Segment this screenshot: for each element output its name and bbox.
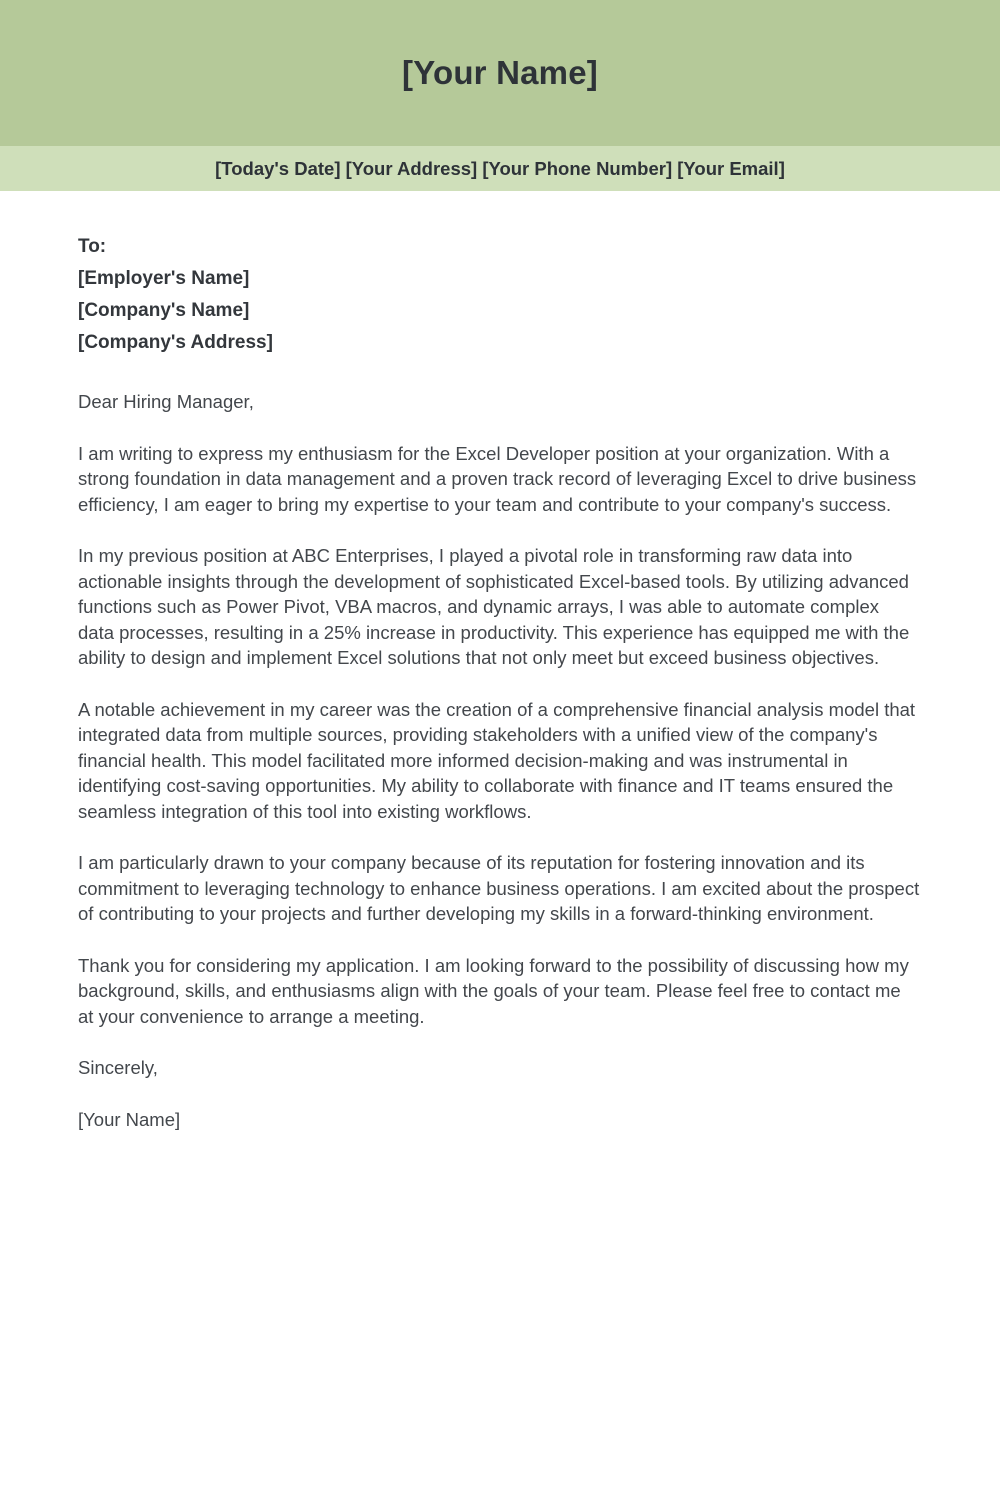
contact-band (0, 146, 1000, 191)
salutation: Dear Hiring Manager, (78, 391, 254, 412)
letter-paragraph-5: Thank you for considering my application. I am looking forward to the possibility of discussing how my background, skills, and enthusiasms align with the goals of your team. Please feel free to contact me at your convenience to arrange a meeting. (78, 954, 909, 1027)
closing: Sincerely, (78, 1057, 158, 1078)
letter-paragraph-3: A notable achievement in my career was the creation of a comprehensive financial analysis model that integrated data from multiple sources, providing stakeholders with a unified view of the company's financial health. This model facilitated more informed decision-making and was instrumental in identifying cost-saving opportunities. My ability to collaborate with finance and IT teams ensured the seamless integration of this tool into existing workflows. (78, 698, 916, 822)
letter-paragraph-1: I am writing to express my enthusiasm for the Excel Developer position at your organization. With a strong foundation in data management and a proven track record of leveraging Excel to drive business efficiency, I am eager to bring my expertise to your team and contribute to your company's success. (78, 442, 917, 515)
letter-body (0, 191, 1000, 1132)
employer-name-line: [Employer's Name] (78, 268, 250, 289)
recipient-block (78, 231, 920, 359)
applicant-name-title: [Your Name] (402, 54, 598, 91)
signature-name: [Your Name] (78, 1108, 181, 1130)
contact-info-line: [Today's Date] [Your Address] [Your Phone Number] [Your Email] (215, 157, 785, 179)
company-name-line: [Company's Name] (78, 300, 250, 321)
letter-paragraph-4: I am particularly drawn to your company because of its reputation for fostering innovation and its commitment to leveraging technology to enhance business operations. I am excited about the prospect of contributing to your projects and further developing my skills in a forward-thinking environment. (78, 852, 920, 924)
header-band (0, 0, 1000, 146)
to-label: To: (78, 236, 107, 257)
company-address-line: [Company's Address] (78, 332, 273, 353)
letter-paragraph-2: In my previous position at ABC Enterprises, I played a pivotal role in transforming raw data into actionable insights through the development of sophisticated Excel-based tools. By utilizing advanced functions such as Power Pivot, VBA macros, and dynamic arrays, I was able to automate complex data processes, resulting in a 25% increase in productivity. This experience has equipped me with the ability to design and implement Excel solutions that not only meet but exceed business objectives. (78, 545, 910, 668)
